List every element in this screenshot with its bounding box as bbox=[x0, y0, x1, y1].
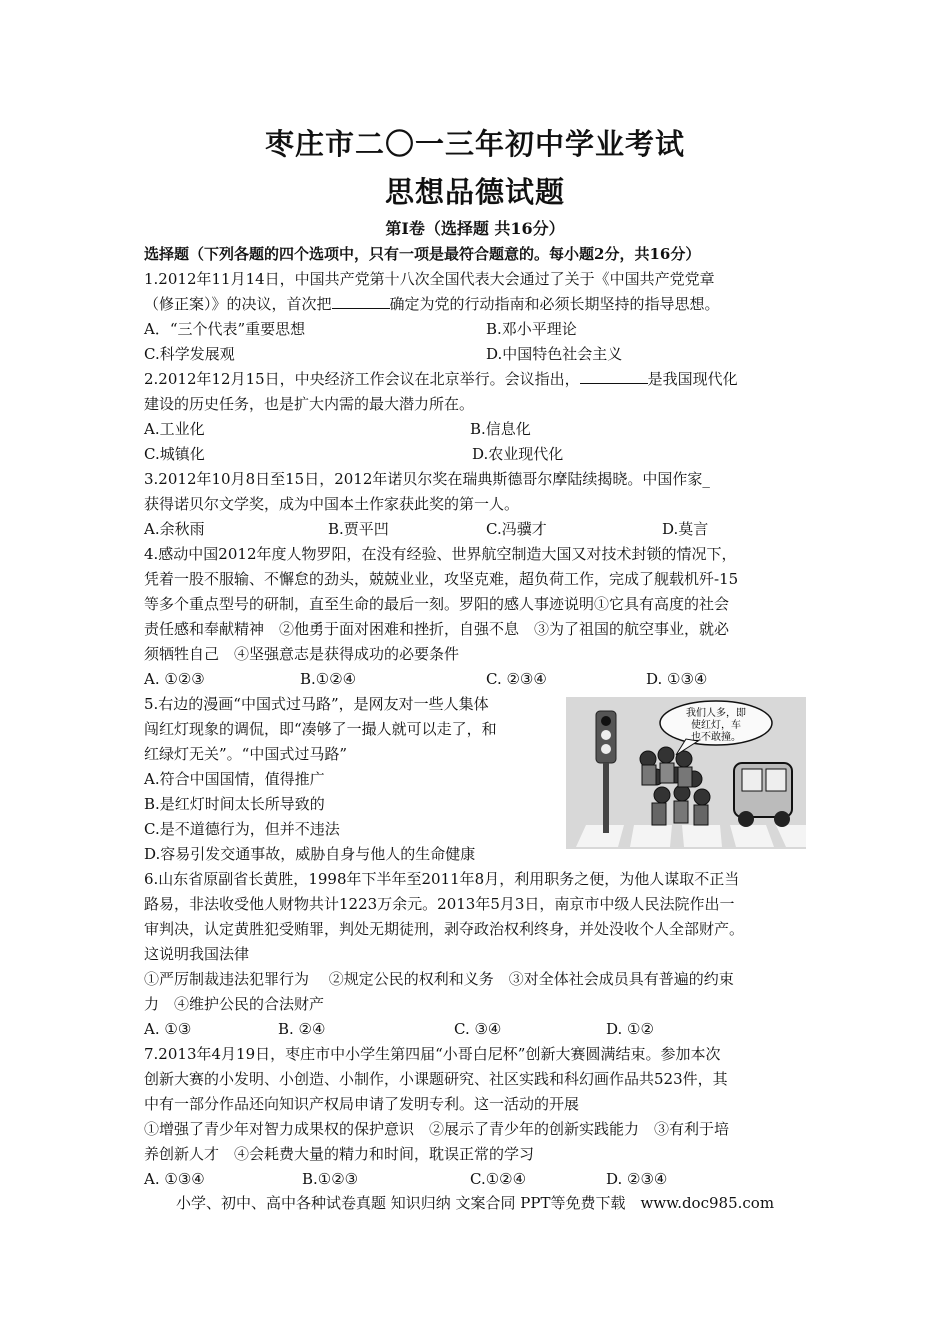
q6-option-c: C. ③④ bbox=[454, 1020, 502, 1038]
q1-stem-line1: 1.2012年11月14日，中国共产党第十八次全国代表大会通过了关于《中国共产党党章 bbox=[144, 270, 715, 288]
bubble-text-line3: 也不敢撞。 bbox=[691, 732, 741, 743]
q3-option-a: A.余秋雨 bbox=[144, 520, 205, 538]
q7-stem-line1: 7.2013年4月19日，枣庄市中小学生第四届“小哥白尼杯”创新大赛圆满结束。参加本次 bbox=[144, 1045, 721, 1063]
q6-stem-line4: 这说明我国法律 bbox=[144, 945, 250, 963]
exam-subtitle: 思想品德试题 bbox=[384, 175, 565, 209]
q5-stem-line2: 闯红灯现象的调侃，即“凑够了一撮人就可以走了，和 bbox=[144, 720, 497, 738]
q5-option-c: C.是不道德行为，但并不违法 bbox=[144, 820, 340, 838]
q6-option-d: D. ①② bbox=[606, 1020, 654, 1038]
exam-title: 枣庄市二〇一三年初中学业考试 bbox=[264, 127, 685, 161]
q2-answer-blank bbox=[580, 369, 648, 384]
q3-option-c: C.冯骥才 bbox=[486, 520, 547, 538]
q6-stem-line2: 路易，非法收受他人财物共计1223万余元。2013年5月3日，南京市中级人民法院作出一 bbox=[144, 895, 735, 913]
q6-stem-line3: 审判决，认定黄胜犯受贿罪，判处无期徒刑，剥夺政治权利终身，并处没收个人全部财产。 bbox=[144, 920, 745, 938]
q5-stem-line3: 红绿灯无关”。“中国式过马路” bbox=[144, 745, 348, 763]
q7-stem-line5: 养创新人才 ④会耗费大量的精力和时间，耽误正常的学习 bbox=[144, 1145, 535, 1163]
q6-stem-line6: 力 ④维护公民的合法财产 bbox=[144, 995, 325, 1013]
q7-stem-line2: 创新大赛的小发明、小创造、小制作，小课题研究、社区实践和科幻画作品共523件，其 bbox=[144, 1070, 728, 1088]
q6-stem-line1: 6.山东省原副省长黄胜，1998年下半年至2011年8月，利用职务之便，为他人谋取不正当 bbox=[144, 870, 740, 888]
q3-option-d: D.莫言 bbox=[662, 520, 709, 538]
q2-option-a: A.工业化 bbox=[144, 420, 205, 438]
q7-option-a: A. ①③④ bbox=[144, 1170, 205, 1188]
q3-option-b: B.贾平凹 bbox=[328, 520, 389, 538]
section-heading: 第Ⅰ卷（选择题 共16分） bbox=[385, 219, 565, 238]
q1-option-c: C.科学发展观 bbox=[144, 345, 235, 363]
q2-stem-line2: 建设的历史任务，也是扩大内需的最大潜力所在。 bbox=[144, 395, 475, 413]
q7-option-b: B.①②③ bbox=[302, 1170, 359, 1188]
q5-option-a: A.符合中国国情，值得推广 bbox=[144, 770, 325, 788]
q1-option-b: B.邓小平理论 bbox=[486, 320, 577, 338]
q1-stem-line2 bbox=[144, 293, 720, 315]
q4-stem-line5: 须牺牲自己 ④坚强意志是获得成功的必要条件 bbox=[144, 645, 460, 663]
q1-option-d: D.中国特色社会主义 bbox=[486, 345, 623, 363]
car-icon bbox=[734, 763, 792, 827]
q2-stem-line1 bbox=[144, 368, 738, 390]
q1-stem-part2: 确定为党的行动指南和必须长期坚持的指导思想。 bbox=[389, 295, 720, 313]
q4-stem-line3: 等多个重点型号的研制，直至生命的最后一刻。罗阳的感人事迹说明①它具有高度的社会 bbox=[144, 595, 730, 613]
jaywalking-cartoon bbox=[566, 697, 806, 849]
bubble-text-line2: 使红灯，车 bbox=[691, 720, 741, 731]
q4-option-d: D. ①③④ bbox=[646, 670, 708, 688]
q5-option-b: B.是红灯时间太长所导致的 bbox=[144, 795, 325, 813]
footer-link-text: 小学、初中、高中各种试卷真题 知识归纳 文案合同 PPT等免费下载 www.doc985.com bbox=[175, 1194, 775, 1212]
bubble-text-line1: 我们人多，即 bbox=[686, 708, 746, 719]
q2-stem-part2: 是我国现代化 bbox=[647, 370, 738, 388]
q1-answer-blank bbox=[332, 294, 390, 309]
q6-option-b: B. ②④ bbox=[278, 1020, 326, 1038]
q7-stem-line3: 中有一部分作品还向知识产权局申请了发明专利。这一活动的开展 bbox=[144, 1095, 580, 1113]
q5-option-d: D.容易引发交通事故，威胁自身与他人的生命健康 bbox=[144, 845, 476, 863]
q3-stem-line1: 3.2012年10月8日至15日，2012年诺贝尔奖在瑞典斯德哥尔摩陆续揭晓。中国作家_ bbox=[144, 470, 710, 488]
q7-stem-line4: ①增强了青少年对智力成果权的保护意识 ②展示了青少年的创新实践能力 ③有利于培 bbox=[144, 1120, 730, 1138]
instructions: 选择题（下列各题的四个选项中，只有一项是最符合题意的。每小题2分，共16分） bbox=[144, 245, 701, 263]
q6-stem-line5: ①严厉制裁违法犯罪行为 ②规定公民的权利和义务 ③对全体社会成员具有普遍的约束 bbox=[144, 970, 734, 988]
q2-stem-part1: 2.2012年12月15日，中央经济工作会议在北京举行。会议指出， bbox=[144, 370, 580, 388]
q1-option-a: A．“三个代表”重要思想 bbox=[144, 320, 306, 338]
q4-option-a: A. ①②③ bbox=[144, 670, 205, 688]
q6-option-a: A. ①③ bbox=[144, 1020, 192, 1038]
q7-option-d: D. ②③④ bbox=[606, 1170, 668, 1188]
q4-option-b: B.①②④ bbox=[300, 670, 357, 688]
q5-stem-line1: 5.右边的漫画“中国式过马路”，是网友对一些人集体 bbox=[144, 695, 489, 713]
q4-stem-line1: 4.感动中国2012年度人物罗阳，在没有经验、世界航空制造大国又对技术封锁的情况下， bbox=[144, 545, 737, 563]
q4-option-c: C. ②③④ bbox=[486, 670, 547, 688]
q4-stem-line4: 责任感和奉献精神 ②他勇于面对困难和挫折，自强不息 ③为了祖国的航空事业，就必 bbox=[144, 620, 730, 638]
q3-stem-line2: 获得诺贝尔文学奖，成为中国本土作家获此奖的第一人。 bbox=[144, 495, 520, 513]
q4-stem-line2: 凭着一股不服输、不懈怠的劲头，兢兢业业，攻坚克难，超负荷工作，完成了舰载机歼-15 bbox=[144, 570, 739, 588]
q2-option-b: B.信息化 bbox=[470, 420, 531, 438]
q2-option-d: D.农业现代化 bbox=[472, 445, 564, 463]
q1-stem-part1: （修正案）》的决议，首次把 bbox=[144, 295, 332, 313]
q2-option-c: C.城镇化 bbox=[144, 445, 205, 463]
q7-option-c: C.①②④ bbox=[470, 1170, 527, 1188]
